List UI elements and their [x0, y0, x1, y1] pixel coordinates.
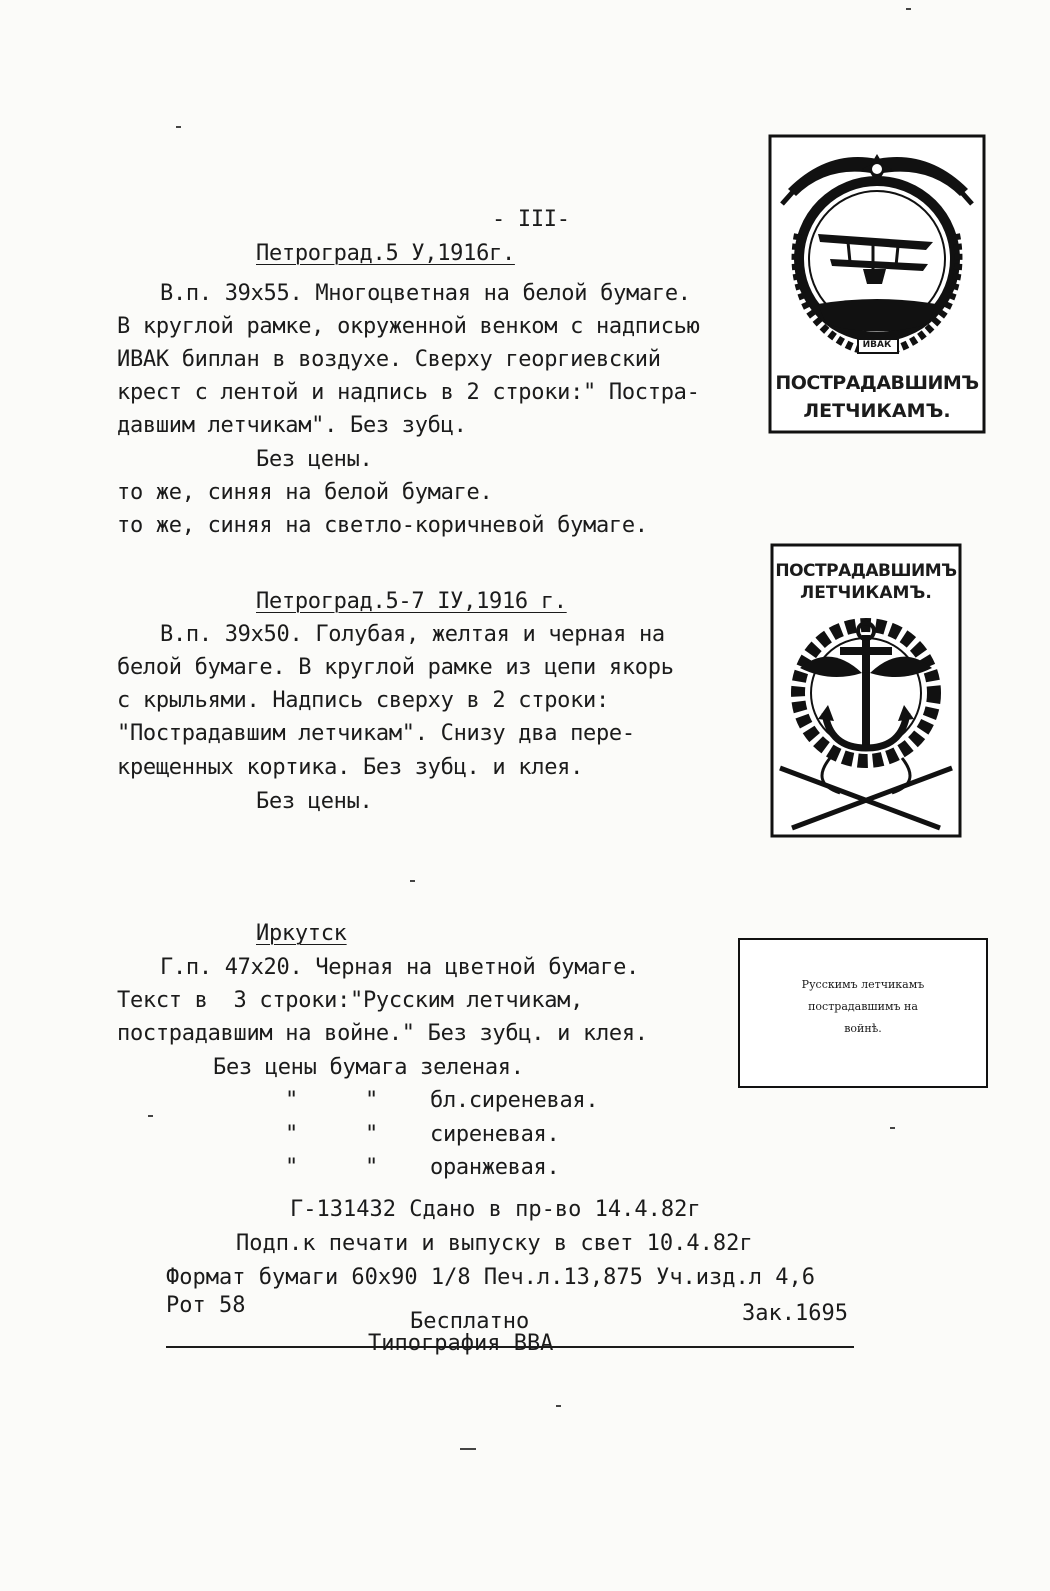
scan-speck [460, 1448, 476, 1450]
stamp-image-biplane [768, 134, 986, 434]
scan-speck [556, 1405, 561, 1407]
scan-speck [148, 1115, 153, 1117]
description-line: пострадавшим на войне." Без зубц. и клея. [117, 1021, 648, 1046]
scan-speck [176, 126, 181, 128]
scan-speck [906, 8, 911, 10]
section-heading: Петроград.5-7 IУ,1916 г. [256, 589, 567, 614]
paper-color: сиреневая. [430, 1122, 560, 1147]
description-line: крещенных кортика. Без зубц. и клея. [117, 755, 584, 780]
section-heading: Петроград.5 У,1916г. [256, 241, 515, 266]
imprint-order: Зак.1695 [742, 1301, 848, 1326]
description-line: В.п. 39х50. Голубая, желтая и черная на [160, 622, 665, 647]
description-line: Текст в 3 строки:"Русским летчикам, [117, 988, 584, 1013]
label-line: войнѣ. [844, 1022, 882, 1035]
description-line: с крыльями. Надпись сверху в 2 строки: [117, 688, 609, 713]
paper-color: бл.сиреневая. [430, 1088, 599, 1113]
ditto-mark: " [365, 1088, 378, 1113]
scan-speck [890, 1127, 895, 1129]
price-note: Без цены. [256, 447, 373, 472]
scan-speck [410, 880, 415, 882]
stamp-ribbon-text: ИВАК [862, 340, 892, 350]
ditto-mark: " [285, 1122, 298, 1147]
description-line: белой бумаге. В круглой рамке из цепи якорь [117, 655, 674, 680]
stamp-caption: ЛЕТЧИКАМЪ. [800, 583, 932, 603]
stamp-image-text-label [738, 938, 988, 1088]
description-line: Г.п. 47х20. Черная на цветной бумаге. [160, 955, 639, 980]
label-line: пострадавшимъ на [808, 1000, 918, 1013]
description-line: давшим летчикам". Без зубц. [117, 413, 467, 438]
page-number: - III- [492, 207, 570, 232]
imprint-line: Формат бумаги 60х90 1/8 Печ.л.13,875 Уч.изд.л 4,6 [166, 1265, 816, 1290]
imprint-printer: Типография ВВА [368, 1331, 554, 1356]
description-line: В круглой рамке, окруженной венком с надписью [117, 314, 700, 339]
stamp-caption: ПОСТРАДАВШИМЪ [775, 372, 979, 394]
price-note: Без цены бумага зеленая. [213, 1055, 524, 1080]
variant-line: то же, синяя на светло-коричневой бумаге. [117, 513, 648, 538]
description-line: В.п. 39х55. Многоцветная на белой бумаге. [160, 281, 691, 306]
stamp-caption: ПОСТРАДАВШИМЪ [775, 561, 957, 581]
ditto-mark: " [285, 1088, 298, 1113]
label-line: Русскимъ летчикамъ [801, 978, 925, 991]
imprint-free: Бесплатно [410, 1309, 530, 1334]
variant-line: то же, синяя на белой бумаге. [117, 480, 493, 505]
stamp-image-anchor [770, 543, 962, 838]
imprint-line: Подп.к печати и выпуску в свет 10.4.82г [236, 1231, 753, 1256]
description-line: ИВАК биплан в воздухе. Сверху георгиевский [117, 347, 661, 372]
ditto-mark: " [365, 1155, 378, 1180]
section-heading: Иркутск [256, 921, 347, 946]
imprint-line: Г-131432 Сдано в пр-во 14.4.82г [290, 1197, 701, 1222]
price-note: Без цены. [256, 789, 373, 814]
ditto-mark: " [365, 1122, 378, 1147]
paper-color: оранжевая. [430, 1155, 560, 1180]
stamp-caption: ЛЕТЧИКАМЪ. [803, 400, 951, 422]
description-line: крест с лентой и надпись в 2 строки:" Пострa- [117, 380, 700, 405]
ditto-mark: " [285, 1155, 298, 1180]
imprint-rot: Рот 58 [166, 1293, 246, 1318]
description-line: "Пострадавшим летчикам". Снизу два пере- [117, 721, 635, 746]
